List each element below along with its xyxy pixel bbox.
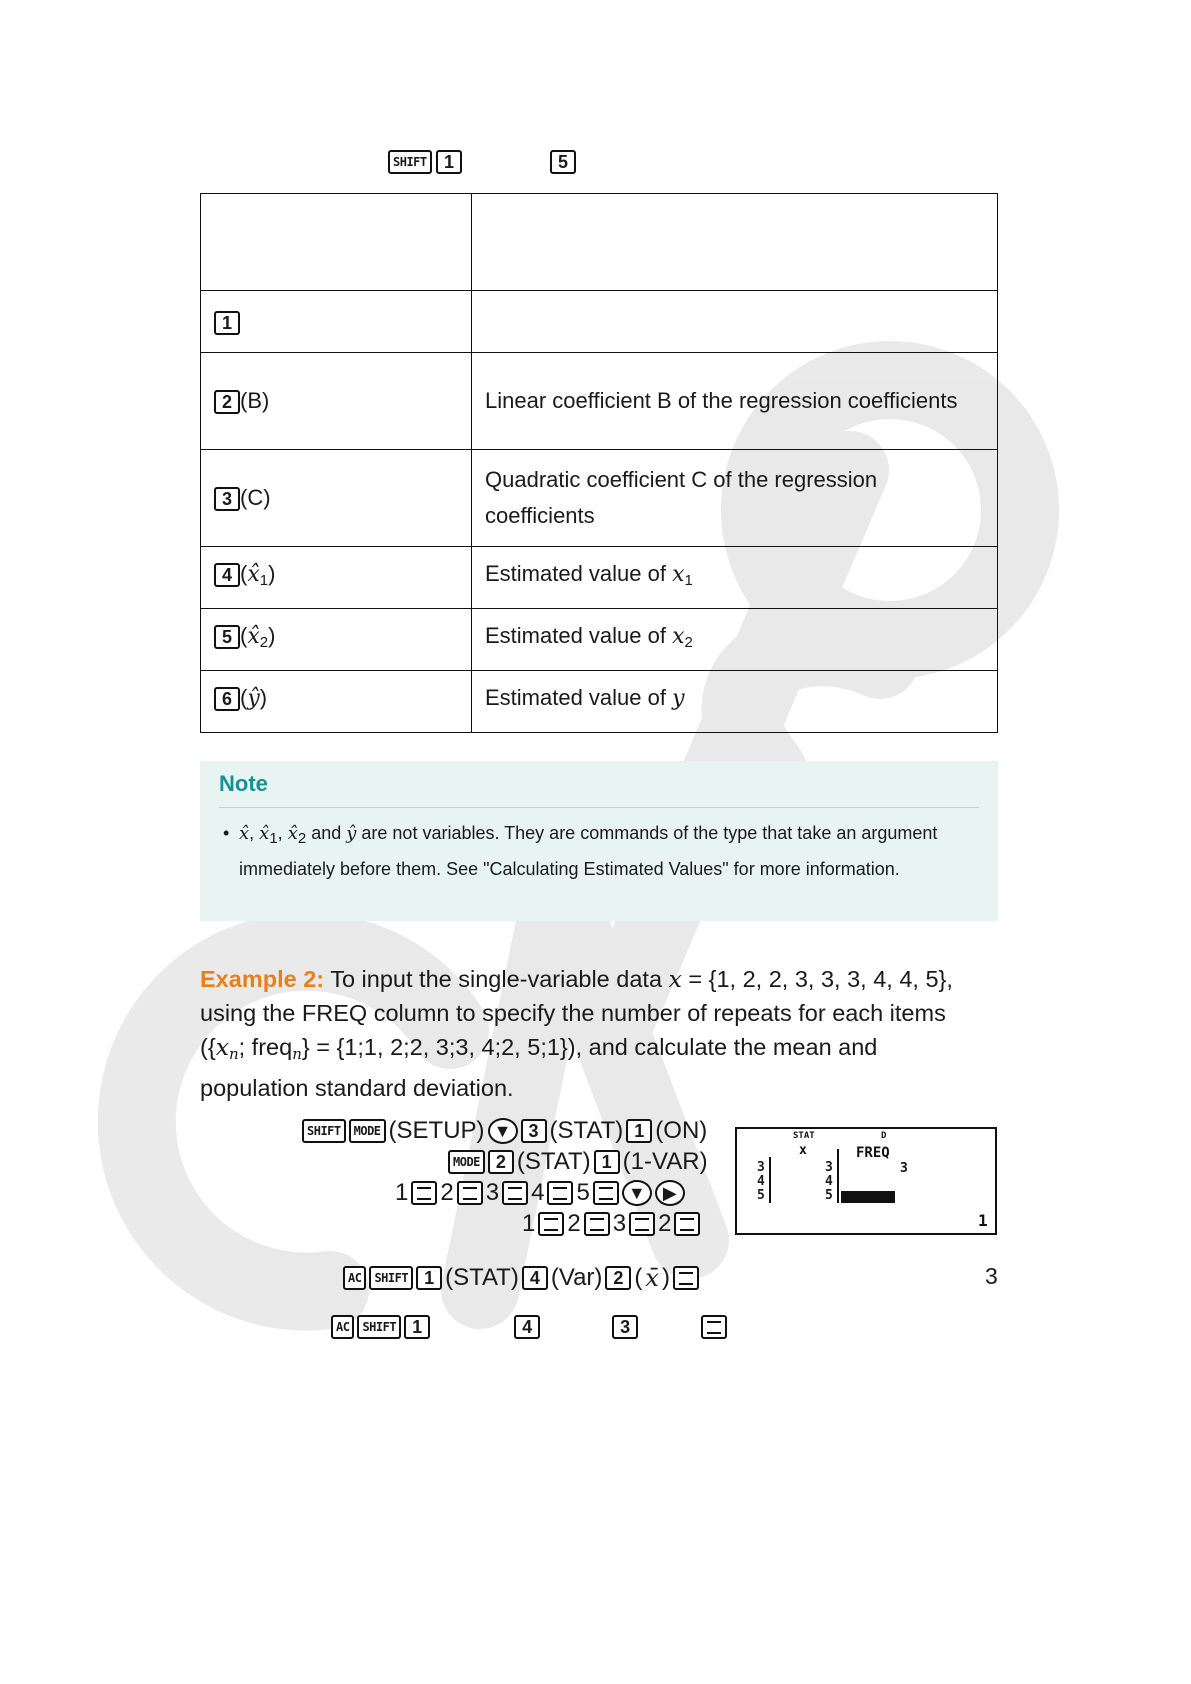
- equals-key: [411, 1181, 437, 1205]
- row-description: [472, 291, 998, 353]
- note-divider: [219, 807, 979, 808]
- key-2: 2: [488, 1150, 514, 1174]
- column-divider: [769, 1157, 771, 1203]
- key-4: 4: [214, 563, 240, 587]
- x-hat-symbol: x̂: [247, 562, 260, 587]
- note-box: [200, 761, 998, 921]
- equals-key: [629, 1212, 655, 1236]
- equals-key: [584, 1212, 610, 1236]
- key-sequence-line-2: MODE 2 (STAT) 1 (1-VAR): [448, 1147, 708, 1177]
- equals-key: [457, 1181, 483, 1205]
- command-table: [200, 193, 998, 733]
- left-column-values: 3 4 5: [757, 1160, 765, 1203]
- cursor-cell: [841, 1191, 895, 1203]
- right-arrow-key: ▶: [655, 1180, 685, 1206]
- equals-key: [593, 1181, 619, 1205]
- example-label: Example 2:: [200, 966, 325, 992]
- stat-indicator: STAT: [793, 1131, 815, 1141]
- d-indicator: D: [881, 1131, 887, 1141]
- mode-key: MODE: [349, 1119, 386, 1143]
- ac-key: AC: [343, 1266, 366, 1290]
- key-6: 6: [214, 687, 240, 711]
- shift-key: SHIFT: [302, 1119, 346, 1143]
- table-row: 5 $(x̂_2)$ Estimated value of $x_2$: [201, 609, 998, 671]
- bullet: •: [223, 823, 230, 843]
- key-sequence-line-4: 1 2 3 2: [522, 1209, 700, 1239]
- x-column-values: 3 4 5: [825, 1160, 833, 1203]
- row-description: Quadratic coefficient C of the regression coefficients: [472, 450, 998, 547]
- x-hat-symbol: x̂: [247, 624, 260, 649]
- note-body: • x̂, $x̂_1$, $x̂_2$ and ŷ are not variables. They are commands of the type that take an argument immediately before them. See "Calculating Estimated Values" for more information.: [219, 818, 979, 885]
- key-1: 1: [404, 1315, 430, 1339]
- equals-key: [502, 1181, 528, 1205]
- shift-key: SHIFT: [369, 1266, 413, 1290]
- table-row: [201, 291, 998, 353]
- equals-key: [673, 1266, 699, 1290]
- y-hat-symbol: ŷ: [247, 686, 260, 711]
- row-description: Estimated value of y: [472, 671, 998, 733]
- down-arrow-key: ▼: [622, 1180, 652, 1206]
- row-description: Estimated value of $x_2$: [472, 609, 998, 671]
- key-1: 1: [594, 1150, 620, 1174]
- shift-key: SHIFT: [388, 150, 432, 174]
- ac-key: AC: [331, 1315, 354, 1339]
- row-label: (B): [240, 388, 270, 413]
- key-2: 2: [605, 1266, 631, 1290]
- key-3: 3: [521, 1119, 547, 1143]
- equals-key: [538, 1212, 564, 1236]
- key-5: 5: [214, 625, 240, 649]
- row-description: Estimated value of $x_1$: [472, 547, 998, 609]
- down-arrow-key: ▼: [488, 1118, 518, 1144]
- row-number: 1: [978, 1211, 988, 1230]
- x-column-header: x: [799, 1143, 807, 1158]
- equals-key: [547, 1181, 573, 1205]
- calculator-display: [735, 1127, 997, 1235]
- equals-key: [674, 1212, 700, 1236]
- key-3: 3: [214, 487, 240, 511]
- table-row: [201, 450, 998, 547]
- column-divider: [837, 1149, 839, 1203]
- header-cell-key: [201, 194, 472, 291]
- x-bar-symbol: x̄: [645, 1264, 659, 1292]
- key-2: 2: [214, 390, 240, 414]
- note-title: Note: [219, 771, 268, 796]
- key-sequence-line-6: [331, 1315, 727, 1339]
- key-4: 4: [514, 1315, 540, 1339]
- table-header-row: [201, 194, 998, 291]
- key-sequence-line-1: SHIFT MODE (SETUP) ▼ 3 (STAT) 1 (ON): [302, 1116, 707, 1146]
- freq-value: 3: [900, 1161, 908, 1176]
- row-description: Linear coefficient B of the regression coefficients: [472, 353, 998, 450]
- result-value: 3: [985, 1263, 998, 1289]
- mode-key: MODE: [448, 1150, 485, 1174]
- key-3: 3: [612, 1315, 638, 1339]
- row-label: (C): [240, 485, 271, 510]
- key-1: 1: [214, 311, 240, 335]
- table-row: 6 (ŷ) Estimated value of y: [201, 671, 998, 733]
- table-row: 4 $(x̂_1)$ Estimated value of $x_1$: [201, 547, 998, 609]
- key-1: 1: [436, 150, 462, 174]
- freq-column-header: FREQ: [856, 1145, 890, 1161]
- key-1: 1: [626, 1119, 652, 1143]
- shift-key: SHIFT: [357, 1315, 401, 1339]
- equals-key: [701, 1315, 727, 1339]
- key-4: 4: [522, 1266, 548, 1290]
- key-sequence-line-5: AC SHIFT 1 (STAT) 4 (Var) 2 ( x̄ ): [343, 1263, 699, 1293]
- key-5: 5: [550, 150, 576, 174]
- example-paragraph: Example 2: To input the single-variable data x = {1, 2, 2, 3, 3, 3, 4, 4, 5}, using the FREQ column to specify the number of repeats for each items ({$x_n$; freq$_n$} = {1;1, 2;2, 3;3, 4;2, 5;1}), and calculate the mean and population standard deviation.: [200, 965, 953, 1101]
- header-cell-desc: [472, 194, 998, 291]
- key-1: 1: [416, 1266, 442, 1290]
- table-row: [201, 353, 998, 450]
- key-sequence-line-3: 1 2 3 4 5 ▼ ▶: [395, 1178, 685, 1208]
